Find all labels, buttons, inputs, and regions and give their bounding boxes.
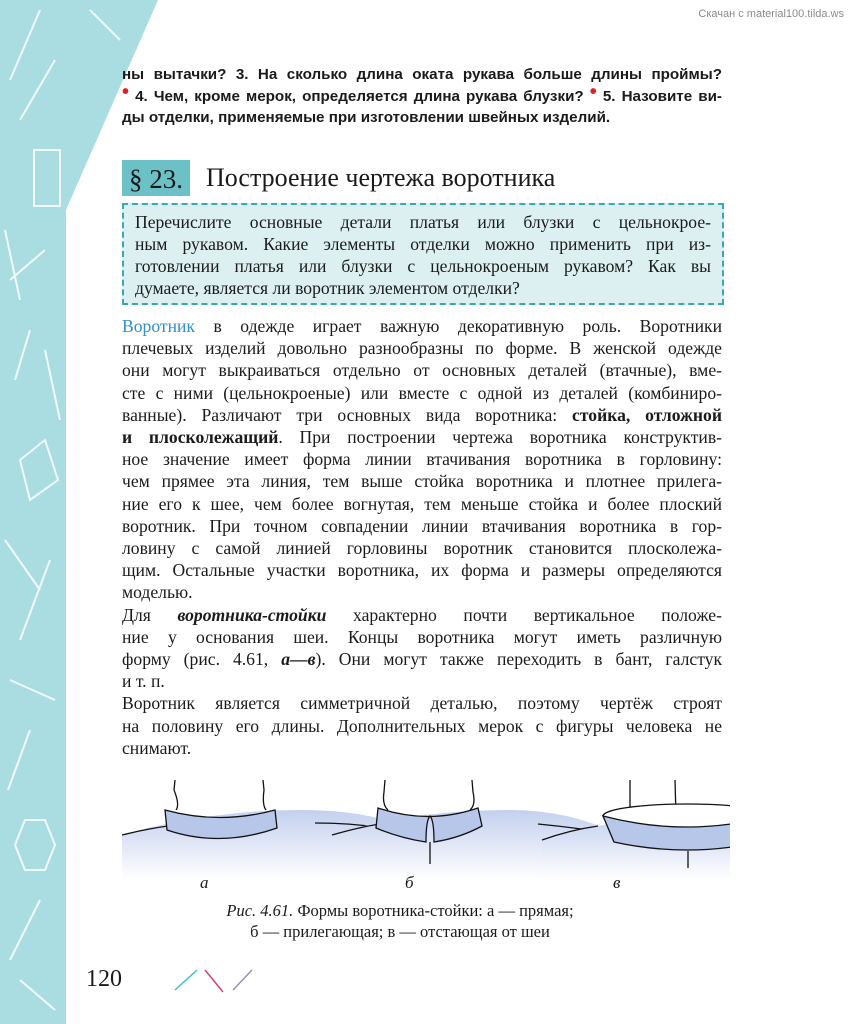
text-line — [122, 692, 722, 714]
caption-line-1: Формы воротника-стойки: а — прямая; — [293, 901, 574, 920]
text-segment: ны вытачки? 3. На сколько длина оката рукава больше длины проймы? — [122, 66, 722, 83]
text-line — [122, 337, 722, 359]
text-line — [135, 233, 711, 255]
text-line — [122, 315, 722, 337]
text-line — [122, 64, 722, 86]
text-segment: и — [122, 427, 149, 448]
text-segment: ное значение имеет форма линии втачивания воротника в горловину: — [122, 449, 722, 470]
figure-caption — [0, 900, 800, 942]
section-heading — [122, 160, 555, 196]
text-line — [122, 107, 722, 129]
caption-line-2: б — прилегающая; в — отстающая от шеи — [250, 922, 550, 941]
text-segment: щим. Остальные участки воротника, их форма и размеры определяются — [122, 560, 722, 581]
text-line — [122, 515, 722, 537]
text-segment: думаете, является ли воротник элементом отделки? — [135, 278, 520, 298]
text-segment: ние его к шее, чем более вогнутая, тем меньше стойка и более плоский — [122, 493, 722, 514]
text-line — [122, 80, 722, 108]
text-segment: готовлении платья или блузки с цельнокроеным рукавом? Как вы — [135, 256, 711, 276]
text-line — [122, 581, 722, 603]
text-line — [135, 277, 711, 299]
text-line — [122, 670, 722, 692]
watermark: Скачан с material100.tilda.ws — [698, 8, 844, 20]
text-segment: ванные). Различают три основных вида воротника: — [122, 404, 573, 425]
text-line — [122, 382, 722, 404]
text-segment: . При построении чертежа воротника конструктив- — [278, 427, 722, 448]
caption-label: Рис. 4.61. — [226, 901, 294, 920]
text-line — [122, 448, 722, 470]
text-segment: Воротник является симметричной деталью, поэтому чертёж строят — [122, 693, 722, 714]
text-segment: сте с ними (цельнокроеные) или вместе с одной из деталей (комбиниро- — [122, 382, 722, 403]
text-segment: ). Они могут также переходить в бант, галстук — [315, 649, 722, 670]
text-line — [122, 559, 722, 581]
section-title: Построение чертежа воротника — [206, 163, 556, 192]
text-line — [122, 626, 722, 648]
figure-collars — [110, 780, 730, 880]
term-link[interactable]: Воротник — [122, 316, 195, 336]
text-line — [122, 604, 722, 626]
text-segment: 5. Назовите ви- — [596, 87, 722, 105]
text-segment: они могут выкраиваться отдельно от основных деталей (втачные), вме- — [122, 360, 722, 381]
bullet-icon: • — [122, 80, 130, 103]
text-segment: ды отделки, применяемые при изготовлении швейных изделий. — [122, 109, 611, 126]
text-line — [122, 737, 722, 759]
text-line — [122, 648, 722, 670]
review-questions — [122, 64, 722, 129]
paragraph — [122, 315, 722, 604]
text-segment: ным рукавом. Какие элементы отделки можно применить при из- — [135, 234, 711, 254]
figure-label-a: а — [200, 873, 209, 892]
text-segment: форму (рис. 4.61, — [122, 649, 282, 670]
text-line — [122, 426, 722, 448]
text-segment: ние у основания шеи. Концы воротника могут иметь различную — [122, 626, 722, 647]
text-segment: а—в — [281, 649, 316, 670]
figure-label-c: в — [613, 873, 621, 892]
text-line — [135, 211, 711, 233]
text-segment: характерно почти вертикальное положе- — [326, 604, 722, 625]
text-line — [122, 537, 722, 559]
text-segment: Перечислите основные детали платья или блузки с цельнокрое- — [135, 212, 711, 232]
text-segment: 4. Чем, кроме мерок, определяется длина рукава блузки? — [129, 87, 590, 105]
paragraph — [122, 692, 722, 759]
section-number: § 23. — [122, 160, 190, 196]
text-segment: воротник. При точном совпадении линии втачивания воротника в гор- — [122, 515, 722, 536]
text-segment: на половину его длины. Дополнительных мерок с фигуры человека не — [122, 715, 722, 736]
text-line — [135, 255, 711, 277]
text-segment: в одежде играет важную декоративную роль. Воротники — [194, 316, 722, 336]
text-segment: плосколежащий — [148, 427, 279, 448]
text-segment: плечевых изделий довольно разнообразны по форме. В женской одежде — [122, 338, 722, 359]
text-segment: и т. п. — [122, 671, 165, 692]
figure-label-b: б — [405, 873, 414, 892]
intro-question-box — [122, 203, 724, 305]
text-segment: моделью. — [122, 582, 193, 603]
text-segment: снимают. — [122, 737, 192, 758]
text-line — [122, 493, 722, 515]
text-line — [122, 470, 722, 492]
main-text — [122, 315, 722, 759]
bullet-icon: • — [589, 80, 597, 103]
text-line — [122, 715, 722, 737]
text-line — [122, 359, 722, 381]
text-segment: чем прямее эта линия, тем выше стойка воротника и плотнее прилега- — [122, 471, 722, 492]
text-segment: ловину с самой линией горловины воротник становится плосколежа- — [122, 538, 722, 559]
paragraph — [122, 604, 722, 693]
page-number: 120 — [86, 966, 122, 992]
text-segment: стойка, отложной — [572, 404, 722, 425]
text-segment: воротника-стойки — [177, 604, 327, 625]
text-segment: Для — [122, 604, 178, 625]
text-line — [122, 404, 722, 426]
